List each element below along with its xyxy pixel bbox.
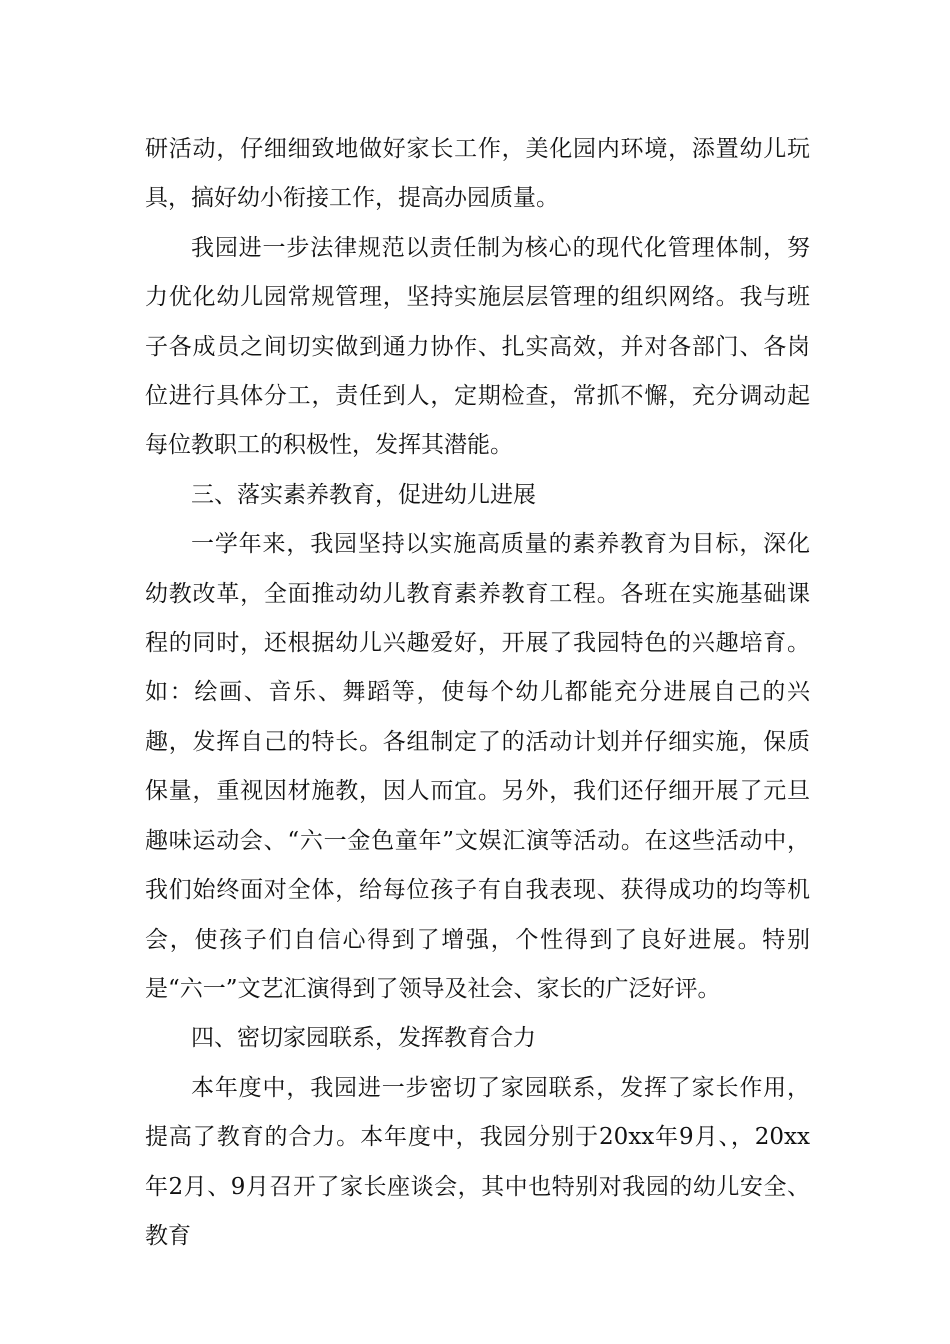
paragraph-continuation: 研活动，仔细细致地做好家长工作，美化园内环境，添置幼儿玩具，搞好幼小衔接工作，提高办园质量。 — [145, 136, 810, 212]
paragraph-quality-education: 一学年来，我园坚持以实施高质量的素养教育为目标，深化幼教改革，全面推动幼儿教育素养教育工程。各班在实施基础课程的同时，还根据幼儿兴趣爱好，开展了我园特色的兴趣培育。如：绘画、音乐、舞蹈等，使每个幼儿都能充分进展自己的兴趣，发挥自己的特长。各组制定了的活动计划并仔细实施，保质保量，重视因材施教，因人而宜。另外，我们还仔细开展了元旦趣味运动会、“六一金色童年”文娱汇演等活动。在这些活动中，我们始终面对全体，给每位孩子有自我表现、获得成功的均等机会，使孩子们自信心得到了增强，个性得到了良好进展。特别是“六一”文艺汇演得到了领导及社会、家长的广泛好评。 — [145, 531, 810, 1002]
paragraph-management: 我园进一步法律规范以责任制为核心的现代化管理体制，努力优化幼儿园常规管理，坚持实施层层管理的组织网络。我与班子各成员之间切实做到通力协作、扎实高效，并对各部门、各岗位进行具体分工，责任到人，定期检查，常抓不懈，充分调动起每位教职工的积极性，发挥其潜能。 — [145, 234, 810, 459]
section-heading-4: 四、密切家园联系，发挥教育合力 — [191, 1025, 536, 1052]
document-body — [145, 125, 810, 1261]
paragraph-home-school: 本年度中，我园进一步密切了家园联系，发挥了家长作用，提高了教育的合力。本年度中，我园分别于20xx年9月、，20xx年2月、9月召开了家长座谈会，其中也特别对我园的幼儿安全、教育 — [145, 1074, 810, 1249]
section-heading-3: 三、落实素养教育，促进幼儿进展 — [191, 481, 536, 508]
